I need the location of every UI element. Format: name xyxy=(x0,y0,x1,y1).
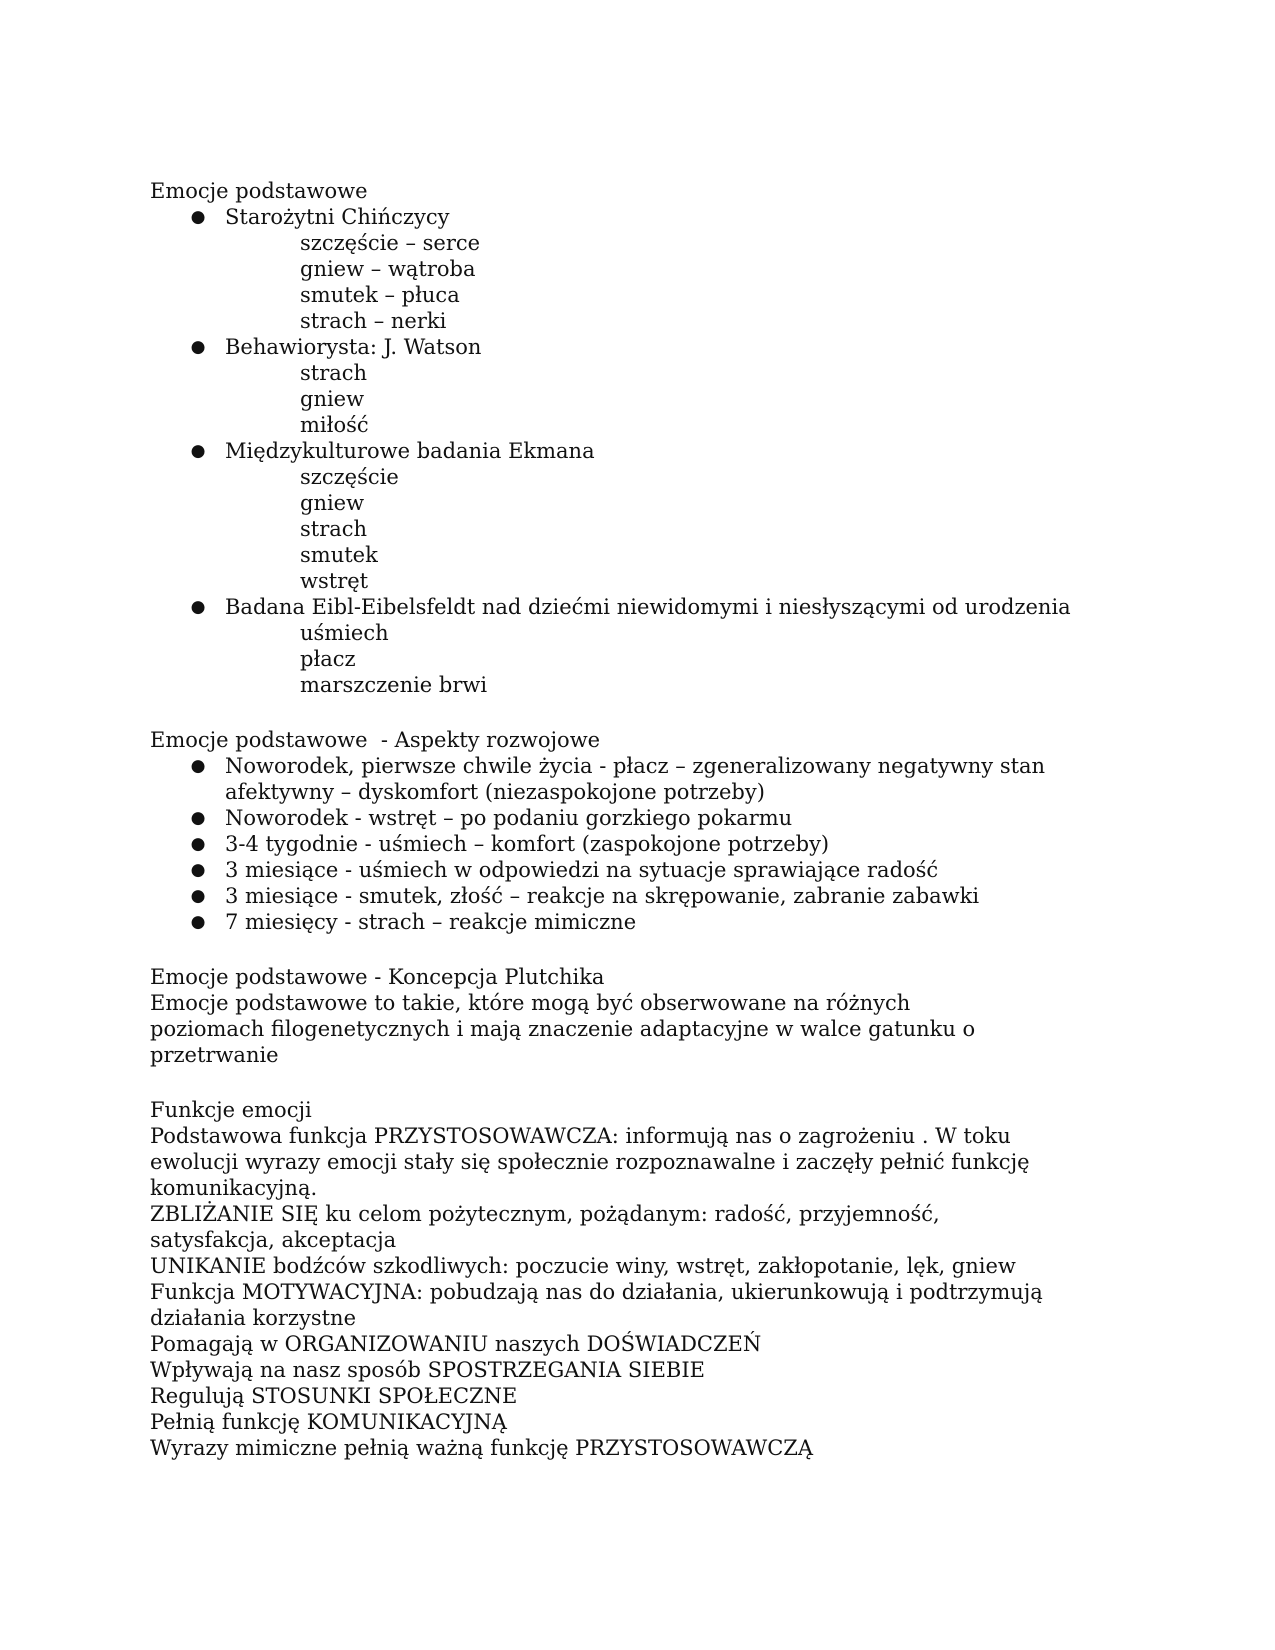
bullet-icon: ● xyxy=(190,808,206,828)
list-item-label: Behawiorysta: J. Watson xyxy=(225,335,482,359)
list-item xyxy=(150,857,1150,883)
list-item-label: Starożytni Chińczycy xyxy=(225,205,450,229)
bullet-icon: ● xyxy=(190,886,206,906)
list-item-label: Badana Eibl-Eibelsfeldt nad dziećmi niewidomymi i niesłyszącymi od urodzenia xyxy=(225,595,1071,619)
document-page xyxy=(150,178,1150,1461)
sub-item: szczęście xyxy=(300,465,399,489)
paragraph: ZBLIŻANIE SIĘ ku celom pożytecznym, pożądanym: radość, przyjemność, satysfakcja, akceptacja xyxy=(150,1202,940,1252)
sub-item: strach – nerki xyxy=(300,309,447,333)
bullet-icon: ● xyxy=(190,834,206,854)
paragraph: Wyrazy mimiczne pełnią ważną funkcję PRZYSTOSOWAWCZĄ xyxy=(150,1436,814,1460)
sub-item: strach xyxy=(300,517,368,541)
sub-item: strach xyxy=(300,361,368,385)
list-item xyxy=(150,883,1150,909)
section-title: Emocje podstawowe - Koncepcja Plutchika xyxy=(150,965,605,989)
list-item xyxy=(150,438,1150,464)
section-title: Emocje podstawowe - Aspekty rozwojowe xyxy=(150,728,601,752)
list-item-label: 3 miesiące - smutek, złość – reakcje na skrępowanie, zabranie zabawki xyxy=(225,884,980,908)
bullet-icon: ● xyxy=(190,441,206,461)
sub-item: gniew xyxy=(300,491,365,515)
bullet-icon: ● xyxy=(190,337,206,357)
bullet-icon: ● xyxy=(190,860,206,880)
bullet-icon: ● xyxy=(190,756,206,776)
sub-item: wstręt xyxy=(300,569,369,593)
list-item xyxy=(150,909,1150,935)
list-item xyxy=(150,334,1150,360)
list-item-label: Międzykulturowe badania Ekmana xyxy=(225,439,595,463)
paragraph: Podstawowa funkcja PRZYSTOSOWAWCZA: informują nas o zagrożeniu . W toku ewolucji wyrazy emocji stały się społecznie rozpoznawalne i zaczęły pełnić funkcję komunikacyjną. xyxy=(150,1124,1030,1200)
section-title: Funkcje emocji xyxy=(150,1098,312,1122)
paragraph: Pomagają w ORGANIZOWANIU naszych DOŚWIADCZEŃ xyxy=(150,1332,762,1356)
sub-item: gniew xyxy=(300,387,365,411)
paragraph: Regulują STOSUNKI SPOŁECZNE xyxy=(150,1384,518,1408)
list-item xyxy=(150,204,1150,230)
sub-item: gniew – wątroba xyxy=(300,257,476,281)
sub-item: uśmiech xyxy=(300,621,389,645)
bullet-icon: ● xyxy=(190,912,206,932)
paragraph: UNIKANIE bodźców szkodliwych: poczucie winy, wstręt, zakłopotanie, lęk, gniew xyxy=(150,1254,1016,1278)
sub-item: szczęście – serce xyxy=(300,231,481,255)
list-item xyxy=(150,594,1150,620)
list-item-label: 3-4 tygodnie - uśmiech – komfort (zaspokojone potrzeby) xyxy=(225,832,830,856)
bullet-icon: ● xyxy=(190,207,206,227)
sub-item: płacz xyxy=(300,647,356,671)
sub-item: marszczenie brwi xyxy=(300,673,488,697)
list-item-label: Noworodek, pierwsze chwile życia - płacz – zgeneralizowany negatywny stan afektywny – dyskomfort (niezaspokojone potrzeby) xyxy=(225,754,1046,804)
sub-item: smutek – płuca xyxy=(300,283,460,307)
section-title: Emocje podstawowe xyxy=(150,179,368,203)
list-item-label: 3 miesiące - uśmiech w odpowiedzi na sytuacje sprawiające radość xyxy=(225,858,939,882)
sub-item: smutek xyxy=(300,543,378,567)
paragraph: Funkcja MOTYWACYJNA: pobudzają nas do działania, ukierunkowują i podtrzymują działania korzystne xyxy=(150,1280,1043,1330)
list-item xyxy=(150,831,1150,857)
sub-item: miłość xyxy=(300,413,369,437)
list-item-label: Noworodek - wstręt – po podaniu gorzkiego pokarmu xyxy=(225,806,793,830)
paragraph: Pełnią funkcję KOMUNIKACYJNĄ xyxy=(150,1410,507,1434)
list-item-label: 7 miesięcy - strach – reakcje mimiczne xyxy=(225,910,637,934)
paragraph: Emocje podstawowe to takie, które mogą być obserwowane na różnych poziomach filogenetycznych i mają znaczenie adaptacyjne w walce gatunku o przetrwanie xyxy=(150,991,976,1067)
list-item xyxy=(150,805,1150,831)
paragraph: Wpływają na nasz sposób SPOSTRZEGANIA SIEBIE xyxy=(150,1358,705,1382)
bullet-icon: ● xyxy=(190,597,206,617)
list-item xyxy=(150,753,1150,805)
